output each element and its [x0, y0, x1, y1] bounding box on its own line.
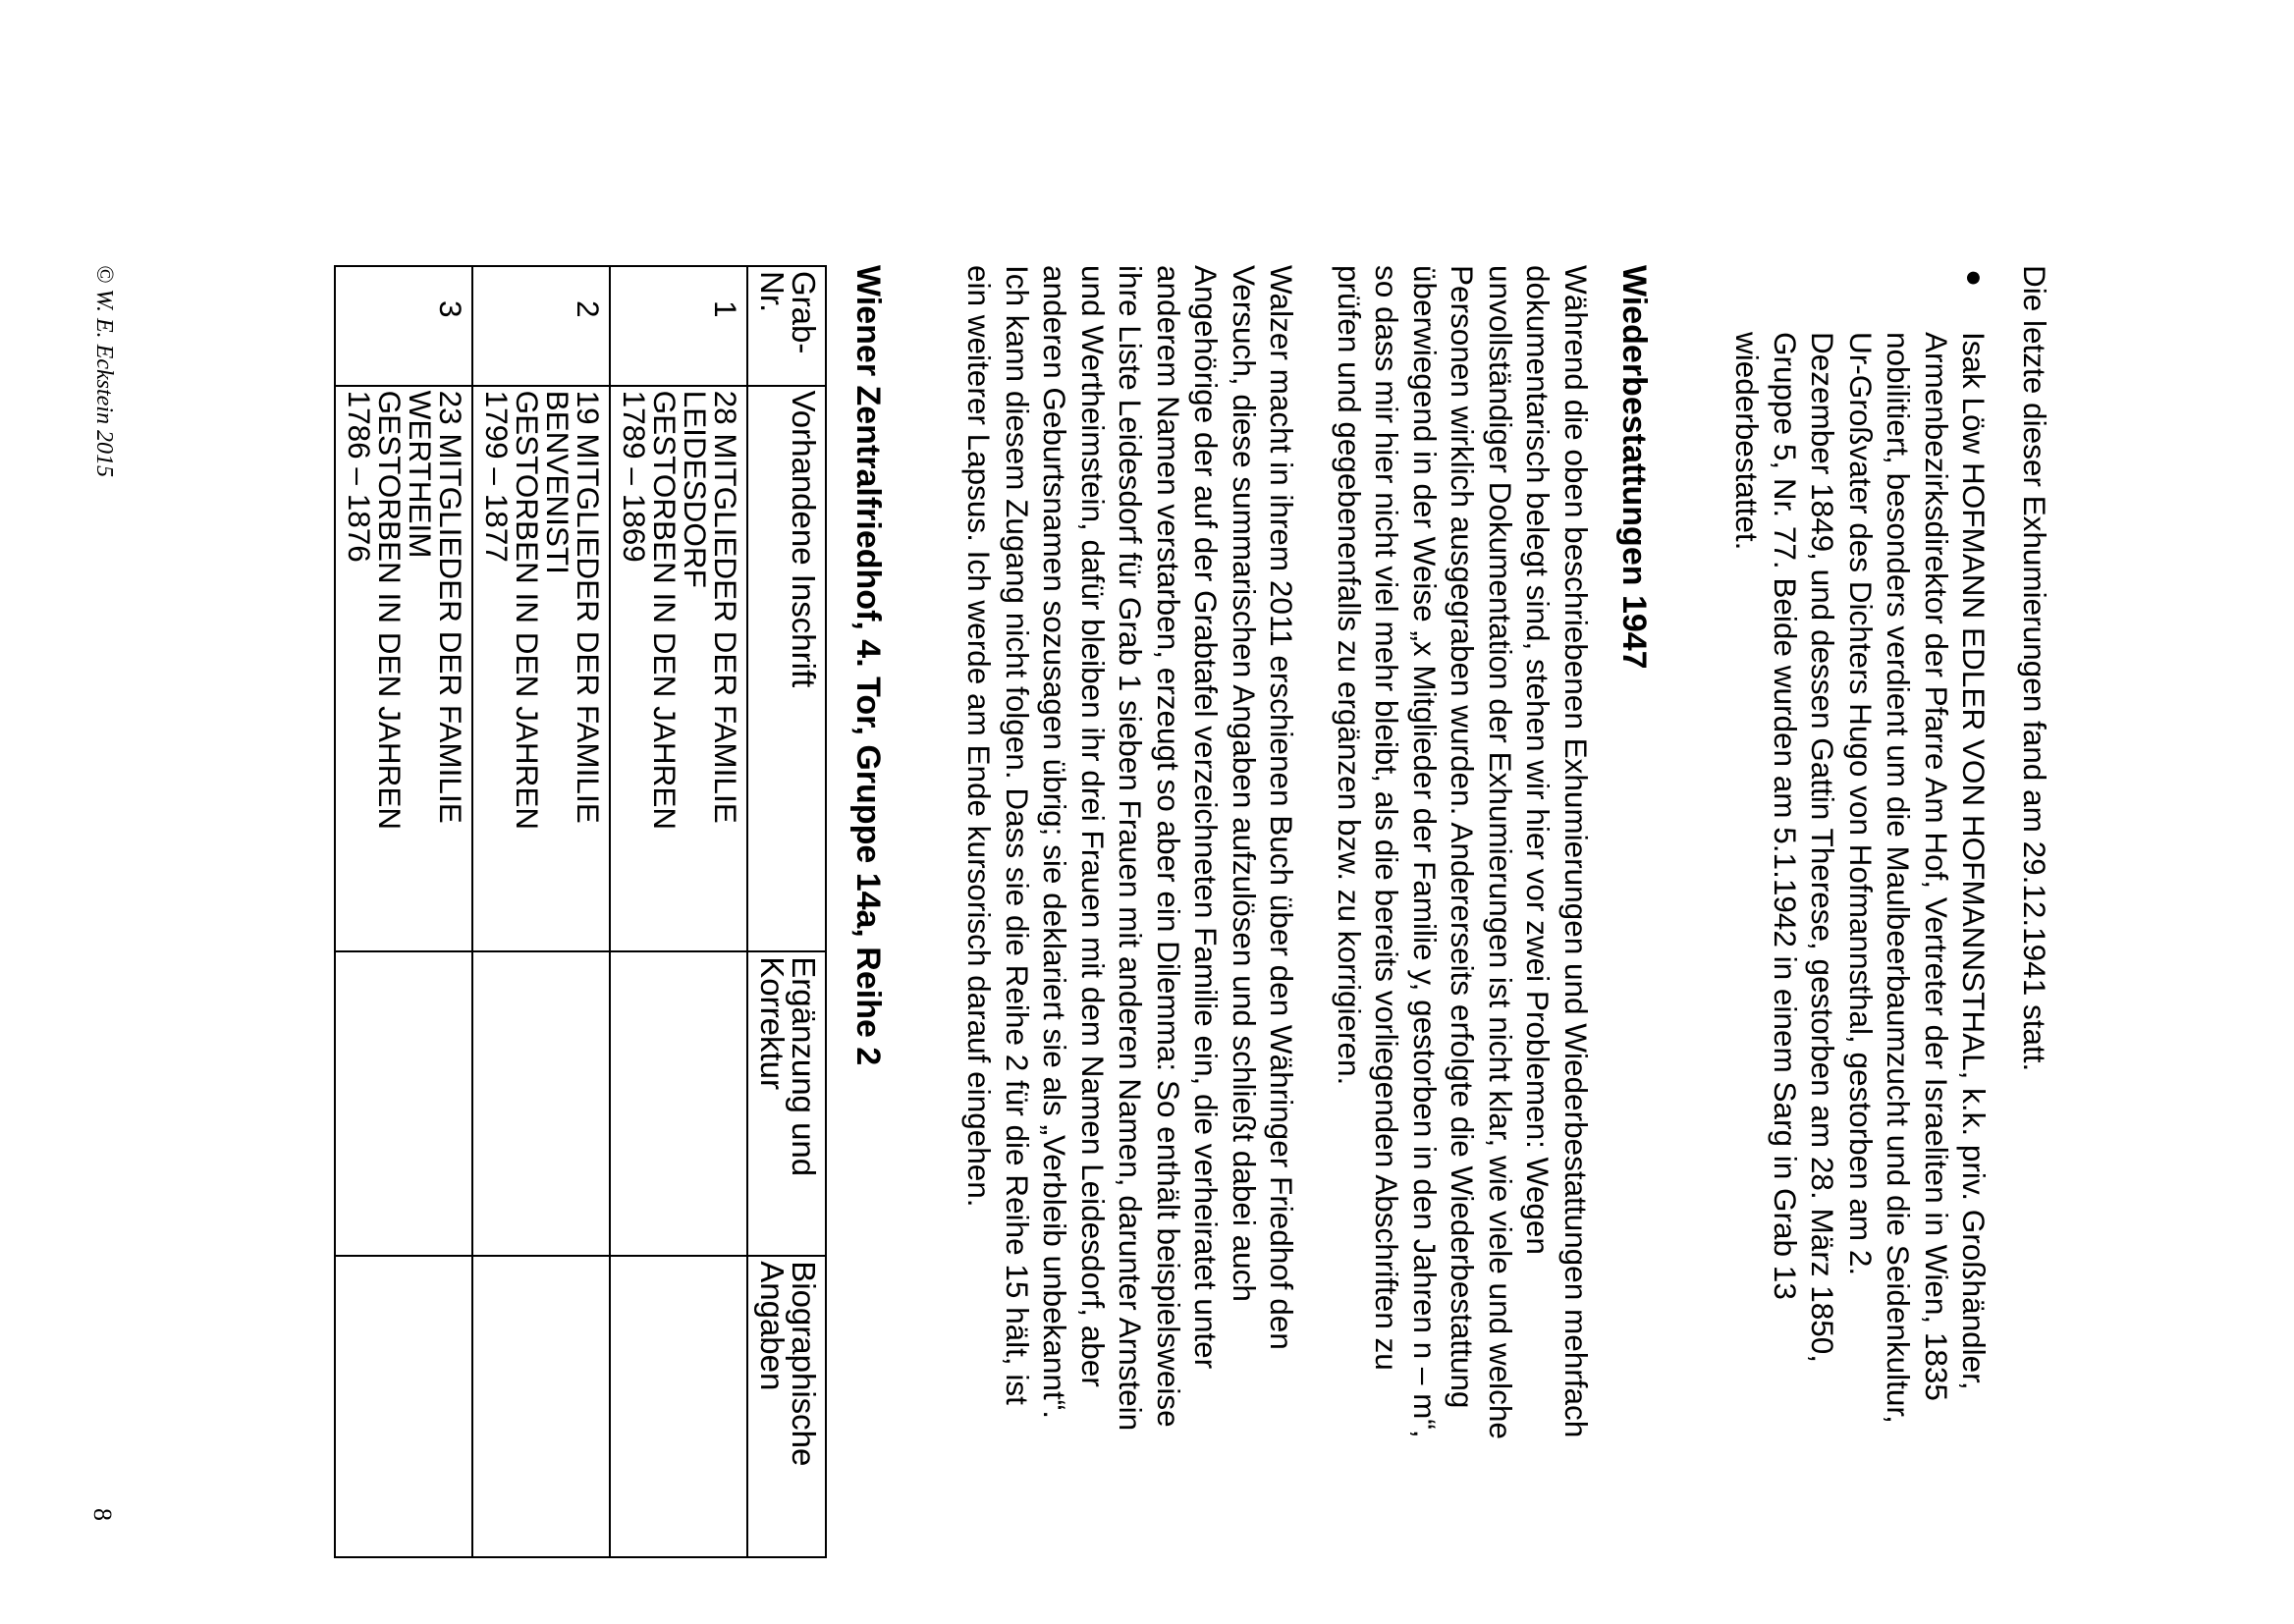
bullet-text-line: Gruppe 5, Nr. 77. Beide wurden am 5.1.1942 in einem Sarg in Grab 13: [1768, 332, 1803, 1300]
grave-number-cell: 1: [610, 266, 747, 386]
paragraph-line: und Wertheimstein, dafür bleiben ihr drei Frauen mit dem Namen Leidesdorf, aber: [1075, 265, 1111, 1387]
grave-table: [334, 265, 827, 1558]
paragraph-line: so dass mir hier nicht viel mehr bleibt, als die bereits vorliegenden Abschriften zu: [1369, 265, 1405, 1371]
bullet-text-line: Dezember 1849, und dessen Gattin Therese, gestorben am 28. März 1850,: [1805, 332, 1841, 1364]
table-header-row: [747, 266, 826, 1557]
biography-cell: [335, 1256, 472, 1557]
page-number: 8: [88, 1508, 117, 1521]
table-row: [610, 266, 747, 1557]
table-row: [472, 266, 610, 1557]
biography-cell: [472, 1256, 610, 1557]
bullet-text-line: wiederbestattet.: [1729, 332, 1766, 551]
inscription-line: GESTORBEN IN DEN JAHREN: [372, 390, 408, 831]
inscription-line: 28 MITGLIEDER DER FAMILIE: [708, 390, 743, 824]
section-heading: Wiederbestattungen 1947: [1615, 265, 1653, 670]
inscription-line: GESTORBEN IN DEN JAHREN: [647, 390, 683, 831]
paragraph-line: unvollständiger Dokumentation der Exhumierungen ist nicht klar, wie viele und welche: [1483, 265, 1518, 1439]
paragraph-line: ihre Liste Leidesdorf für Grab 1 sieben Frauen mit anderen Namen, darunter Arnstein: [1113, 265, 1149, 1432]
paragraph: [1331, 265, 1596, 1532]
grave-number-cell: 2: [472, 266, 610, 386]
inscription-cell: [472, 386, 610, 952]
paragraph-line: überwiegend in der Weise „x Mitglieder der Familie y, gestorben in den Jahren n – m“,: [1407, 265, 1443, 1438]
column-header-inschrift: Vorhandene Inschrift: [747, 386, 826, 952]
grave-number-cell: 3: [335, 266, 472, 386]
bullet-text-line: nobilitiert, besonders verdient um die Maulbeerbaumzucht und die Seidenkultur,: [1881, 332, 1917, 1424]
paragraph-line: anderen Geburtsnamen sozusagen übrig; sie deklariert sie als „Verbleib unbekannt“.: [1037, 265, 1073, 1419]
inscription-line: 23 MITGLIEDER DER FAMILIE: [433, 390, 468, 824]
paragraph-line: prüfen und gegebenenfalls zu ergänzen bzw. zu korrigieren.: [1332, 265, 1367, 1086]
inscription-line: 1789 – 1869: [617, 390, 652, 563]
inscription-line: GESTORBEN IN DEN JAHREN: [510, 390, 545, 831]
column-header-ergaenzung: Ergänzung und Korrektur: [747, 951, 826, 1256]
column-header-nr: Grab- Nr.: [747, 266, 826, 386]
inscription-line: 19 MITGLIEDER DER FAMILIE: [571, 390, 606, 824]
column-header-biographie: Biographische Angaben: [747, 1256, 826, 1557]
paragraph-line: Während die oben beschriebenen Exhumierungen und Wiederbestattungen mehrfach: [1558, 265, 1594, 1438]
paragraph-line: anderem Namen verstarben, erzeugt so aber ein Dilemma: So enthält beispielsweise: [1151, 265, 1186, 1428]
inscription-line: BENVENISTI: [540, 390, 575, 574]
biography-cell: [610, 1256, 747, 1557]
bullet-text-line: Ur-Großvater des Dichters Hugo von Hofmannsthal, gestorben am 2.: [1843, 332, 1879, 1276]
inscription-line: 1799 – 1877: [479, 390, 515, 563]
table-row: [335, 266, 472, 1557]
paragraph: [960, 265, 1301, 1532]
bullet-text-line: Isak Löw HOFMANN EDLER VON HOFMANNSTHAL, k.k. priv. Großhändler,: [1956, 332, 1993, 1390]
correction-cell: [472, 951, 610, 1256]
exhumation-list: [1728, 265, 1994, 1542]
bullet-text-line: Armenbezirksdirektor der Pfarre Am Hof, Vertreter der Israeliten in Wien, 1835: [1919, 332, 1954, 1401]
list-item: [1728, 265, 1994, 1584]
correction-cell: [610, 951, 747, 1256]
copyright-footer: © W. E. Eckstein 2015: [91, 265, 117, 477]
paragraph-line: Angehörige der auf der Grabtafel verzeichneten Familie ein, die verheiratet unter: [1188, 265, 1225, 1370]
bullet-icon: ●: [1958, 269, 1992, 288]
inscription-cell: [610, 386, 747, 952]
table-heading: Wiener Zentralfriedhof, 4. Tor, Gruppe 14a, Reihe 2: [849, 265, 887, 1066]
paragraph-line: Versuch, diese summarischen Angaben aufzulösen und schließt dabei auch: [1227, 265, 1262, 1302]
paragraph-line: ein weiterer Lapsus. Ich werde am Ende kursorisch darauf eingehen.: [961, 265, 998, 1208]
paragraph-line: Personen wirklich ausgegraben wurden. Andererseits erfolgte die Wiederbestattung: [1445, 265, 1481, 1409]
intro-sentence: Die letzte dieser Exhumierungen fand am 29.12.1941 statt.: [2017, 265, 2052, 1072]
inscription-line: LEIDESDORF: [678, 390, 713, 588]
inscription-line: WERTHEIM: [403, 390, 438, 559]
page-content: [334, 265, 2053, 1542]
inscription-line: 1786 – 1876: [342, 390, 377, 563]
paragraph-line: Walzer macht in ihrem 2011 erschienen Buch über den Währinger Friedhof den: [1264, 265, 1300, 1350]
paragraph-line: dokumentarisch belegt sind, stehen wir hier vor zwei Problemen: Wegen: [1520, 265, 1557, 1255]
paragraph-line: Ich kann diesem Zugang nicht folgen. Dass sie die Reihe 2 für die Reihe 15 hält, ist: [1000, 265, 1035, 1405]
inscription-cell: [335, 386, 472, 952]
correction-cell: [335, 951, 472, 1256]
